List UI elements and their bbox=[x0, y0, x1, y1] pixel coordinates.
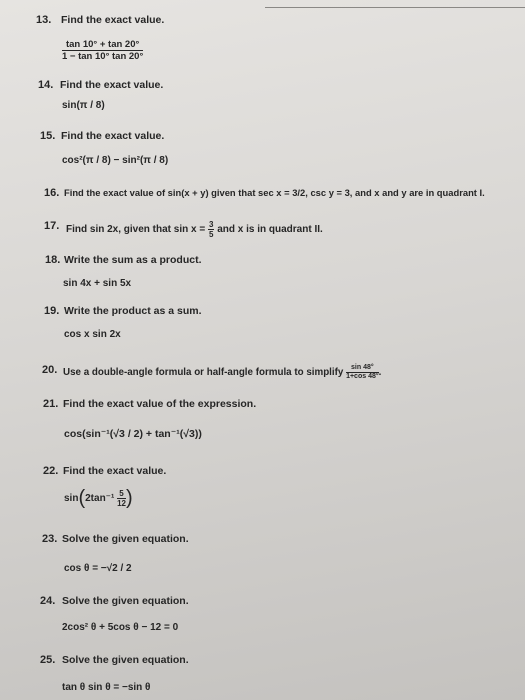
problem-number: 18. bbox=[45, 254, 61, 266]
paren-close: ) bbox=[125, 487, 133, 509]
fraction-expression bbox=[62, 39, 143, 62]
problem-number: 20. bbox=[42, 364, 58, 376]
problem-number: 22. bbox=[43, 465, 59, 477]
inline-fraction bbox=[208, 220, 214, 239]
problem-text-part: Use a double-angle formula or half-angle formula to simplify bbox=[63, 367, 344, 379]
paren-open: ( bbox=[78, 487, 86, 509]
math-expression: tan θ sin θ = −sin θ bbox=[62, 682, 151, 693]
math-expression: sin 4x + sin 5x bbox=[63, 278, 132, 289]
problem-text: Solve the given equation. bbox=[62, 654, 189, 666]
problem-number: 15. bbox=[40, 130, 56, 142]
problem-text: Find the exact value. bbox=[61, 14, 165, 26]
inline-fraction bbox=[117, 489, 126, 508]
problem-number: 21. bbox=[43, 398, 59, 410]
problem-text: Write the product as a sum. bbox=[64, 305, 202, 317]
problem-number: 14. bbox=[38, 79, 54, 91]
problem-text-part: . bbox=[378, 367, 382, 379]
problem-text: Find the exact value. bbox=[61, 130, 165, 142]
math-expression: cos θ = −√2 / 2 bbox=[64, 563, 132, 574]
problem-number: 24. bbox=[40, 595, 56, 607]
problem-number: 17. bbox=[44, 220, 60, 232]
problem-text: Solve the given equation. bbox=[62, 595, 189, 607]
problem-number: 13. bbox=[36, 14, 52, 26]
math-expression: cos²(π / 8) − sin²(π / 8) bbox=[62, 155, 169, 166]
problem-number: 23. bbox=[42, 533, 58, 545]
problem-text: Find the exact value of sin(x + y) given that sec x = 3/2, csc y = 3, and x and y are in quadrant I. bbox=[64, 187, 485, 198]
problem-text: Solve the given equation. bbox=[62, 533, 189, 545]
fraction-numerator: 5 bbox=[117, 489, 126, 499]
problem-text: Find the exact value. bbox=[60, 79, 164, 91]
math-expression: sin(π / 8) bbox=[62, 100, 105, 111]
problem-number: 19. bbox=[44, 305, 60, 317]
math-part: sin bbox=[64, 493, 79, 505]
problem-text bbox=[66, 220, 323, 239]
math-expression bbox=[64, 487, 133, 510]
math-expression: cos(sin⁻¹(√3 / 2) + tan⁻¹(√3)) bbox=[64, 428, 202, 440]
fraction-denominator: 5 bbox=[208, 230, 214, 239]
problem-text-part: Find sin 2x, given that sin x = bbox=[66, 224, 206, 236]
fraction-denominator: 1+cos 48° bbox=[346, 373, 379, 380]
fraction-numerator: 3 bbox=[208, 220, 214, 229]
math-expression: 2cos² θ + 5cos θ − 12 = 0 bbox=[62, 622, 179, 633]
fraction-numerator: tan 10° + tan 20° bbox=[62, 39, 143, 51]
fraction-denominator: 12 bbox=[117, 499, 126, 508]
problem-text: Find the exact value of the expression. bbox=[63, 398, 257, 410]
fraction-numerator: sin 48° bbox=[346, 364, 379, 373]
problem-text: Find the exact value. bbox=[63, 465, 167, 477]
math-part: 2tan⁻¹ bbox=[85, 493, 115, 505]
problem-text-part: and x is in quadrant II. bbox=[217, 224, 323, 236]
problem-number: 25. bbox=[40, 654, 56, 666]
problem-text: Write the sum as a product. bbox=[64, 254, 202, 266]
problem-number: 16. bbox=[44, 187, 60, 199]
fraction-denominator: 1 − tan 10° tan 20° bbox=[62, 51, 144, 62]
problem-text bbox=[63, 364, 381, 381]
math-expression: cos x sin 2x bbox=[64, 329, 121, 340]
page-edge-line bbox=[265, 7, 525, 8]
inline-fraction bbox=[346, 364, 379, 381]
